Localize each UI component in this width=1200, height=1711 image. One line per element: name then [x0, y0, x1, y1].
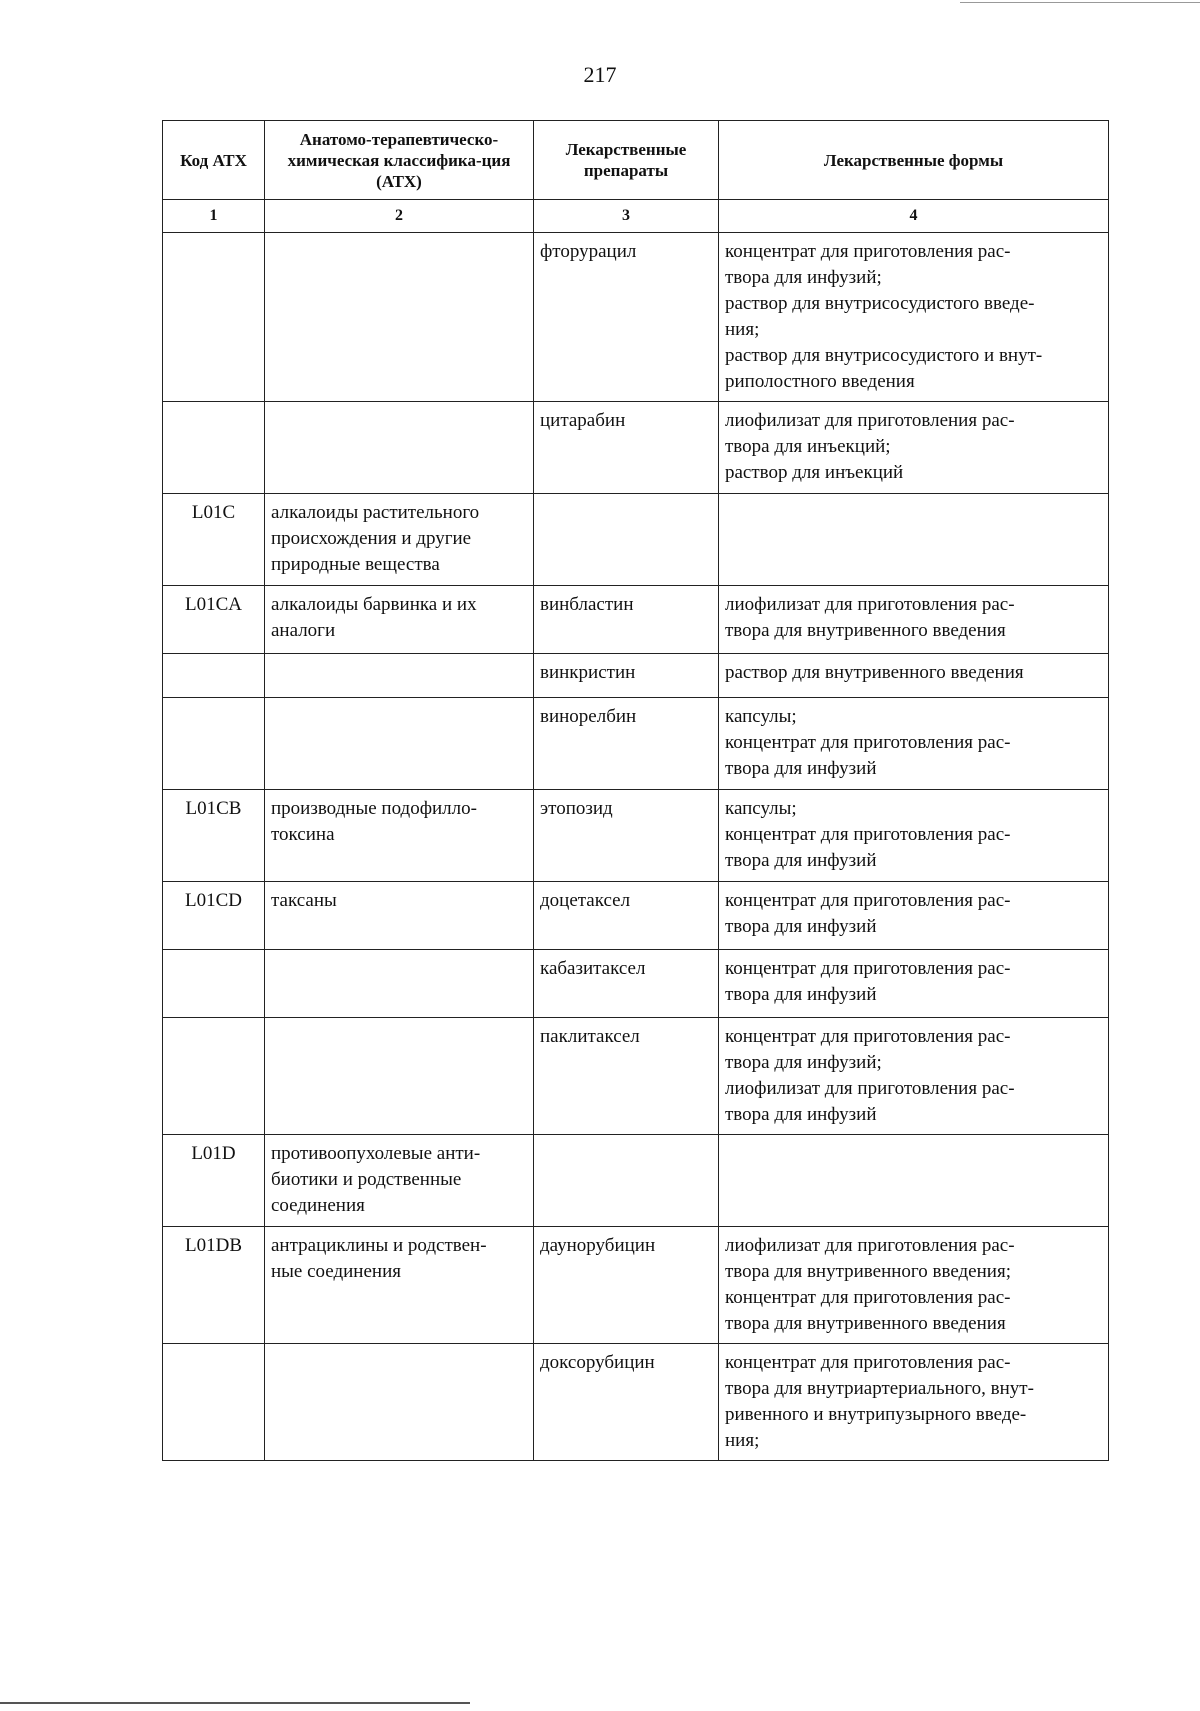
dosage-form-line: твора для инфузий — [725, 984, 877, 1005]
header-code: Код АТХ — [163, 121, 265, 200]
table-row — [163, 882, 1109, 950]
dosage-form-line: твора для внутривенного введения; — [725, 1261, 1011, 1282]
dosage-form-line: риполостного введения — [725, 371, 915, 392]
scan-edge-top — [960, 2, 1200, 3]
atc-classification-cell — [265, 494, 534, 586]
drug-name-cell: винбластин — [534, 586, 719, 654]
dosage-form-line: концентрат для приготовления рас- — [725, 1352, 1011, 1373]
classification-line: производные подофилло- — [271, 798, 477, 819]
dosage-forms-cell — [719, 233, 1109, 402]
dosage-form-line: лиофилизат для приготовления рас- — [725, 410, 1015, 431]
classification-line: ные соединения — [271, 1261, 401, 1282]
table-row — [163, 586, 1109, 654]
atc-code-cell: L01CA — [163, 586, 265, 654]
dosage-forms-cell — [719, 402, 1109, 494]
atc-classification-cell — [265, 654, 534, 698]
table-row — [163, 233, 1109, 402]
dosage-form-line: ния; — [725, 1430, 760, 1451]
dosage-form-line: концентрат для приготовления рас- — [725, 824, 1011, 845]
dosage-form-line: твора для инфузий — [725, 758, 877, 779]
drug-name-cell: винорелбин — [534, 698, 719, 790]
drug-name-cell: винкристин — [534, 654, 719, 698]
drug-name-cell: доксорубицин — [534, 1344, 719, 1461]
atc-classification-cell — [265, 1135, 534, 1227]
dosage-form-line: твора для инфузий — [725, 1104, 877, 1125]
dosage-form-line: концентрат для приготовления рас- — [725, 890, 1011, 911]
classification-line: таксаны — [271, 890, 337, 911]
atc-code-cell: L01CD — [163, 882, 265, 950]
dosage-forms-cell — [719, 654, 1109, 698]
dosage-form-line: раствор для инъекций — [725, 462, 904, 483]
atc-code-cell: L01C — [163, 494, 265, 586]
dosage-form-line: твора для инфузий; — [725, 1052, 882, 1073]
drug-name-cell: доцетаксел — [534, 882, 719, 950]
classification-line: природные вещества — [271, 554, 440, 575]
table-row — [163, 698, 1109, 790]
header-forms: Лекарственные формы — [719, 121, 1109, 200]
table-row — [163, 654, 1109, 698]
atc-classification-cell — [265, 586, 534, 654]
dosage-forms-cell — [719, 882, 1109, 950]
classification-line: соединения — [271, 1195, 365, 1216]
classification-line: алкалоиды барвинка и их — [271, 594, 477, 615]
atc-classification-cell — [265, 1344, 534, 1461]
dosage-form-line: лиофилизат для приготовления рас- — [725, 1235, 1015, 1256]
table-row — [163, 1018, 1109, 1135]
column-number-1: 1 — [163, 200, 265, 233]
drug-name-cell: этопозид — [534, 790, 719, 882]
dosage-form-line: твора для внутривенного введения — [725, 1313, 1006, 1334]
dosage-form-line: концентрат для приготовления рас- — [725, 732, 1011, 753]
page-number: 217 — [583, 62, 617, 87]
atc-classification-cell — [265, 1227, 534, 1344]
dosage-form-line: твора для инфузий — [725, 916, 877, 937]
atc-classification-cell — [265, 950, 534, 1018]
table-row — [163, 1135, 1109, 1227]
drug-name-cell: кабазитаксел — [534, 950, 719, 1018]
column-number-3: 3 — [534, 200, 719, 233]
atc-drug-table — [162, 120, 1109, 1461]
dosage-form-line: капсулы; — [725, 706, 797, 727]
table-row — [163, 494, 1109, 586]
table-row — [163, 1344, 1109, 1461]
dosage-forms-cell — [719, 790, 1109, 882]
column-number-row — [163, 200, 1109, 233]
classification-line: противоопухолевые анти- — [271, 1143, 481, 1164]
dosage-form-line: раствор для внутрисосудистого введе- — [725, 293, 1035, 314]
header-row — [163, 121, 1109, 200]
atc-classification-cell — [265, 790, 534, 882]
atc-classification-cell — [265, 882, 534, 950]
atc-classification-cell — [265, 233, 534, 402]
dosage-form-line: раствор для внутривенного введения — [725, 662, 1024, 683]
dosage-form-line: концентрат для приготовления рас- — [725, 958, 1011, 979]
atc-code-cell — [163, 402, 265, 494]
dosage-form-line: твора для инфузий; — [725, 267, 882, 288]
dosage-form-line: концентрат для приготовления рас- — [725, 241, 1011, 262]
table-row — [163, 1227, 1109, 1344]
atc-classification-cell — [265, 1018, 534, 1135]
dosage-forms-cell — [719, 950, 1109, 1018]
atc-classification-cell — [265, 402, 534, 494]
drug-name-cell — [534, 494, 719, 586]
table-row — [163, 950, 1109, 1018]
atc-code-cell: L01D — [163, 1135, 265, 1227]
table-row — [163, 402, 1109, 494]
drug-name-cell: цитарабин — [534, 402, 719, 494]
drug-name-cell: даунорубицин — [534, 1227, 719, 1344]
drug-name-cell — [534, 1135, 719, 1227]
dosage-form-line: концентрат для приготовления рас- — [725, 1287, 1011, 1308]
atc-classification-cell — [265, 698, 534, 790]
column-number-4: 4 — [719, 200, 1109, 233]
dosage-forms-cell — [719, 1344, 1109, 1461]
atc-code-cell — [163, 950, 265, 1018]
column-number-2: 2 — [265, 200, 534, 233]
drug-name-cell: паклитаксел — [534, 1018, 719, 1135]
atc-code-cell — [163, 698, 265, 790]
classification-line: аналоги — [271, 620, 336, 641]
atc-code-cell — [163, 233, 265, 402]
dosage-form-line: твора для внутривенного введения — [725, 620, 1006, 641]
dosage-form-line: капсулы; — [725, 798, 797, 819]
dosage-forms-cell — [719, 1135, 1109, 1227]
dosage-form-line: твора для инъекций; — [725, 436, 891, 457]
classification-line: биотики и родственные — [271, 1169, 462, 1190]
atc-code-cell — [163, 654, 265, 698]
dosage-forms-cell — [719, 586, 1109, 654]
dosage-form-line: твора для внутриартериального, внут- — [725, 1378, 1034, 1399]
header-drugs: Лекарственные препараты — [534, 121, 719, 200]
classification-line: антрациклины и родствен- — [271, 1235, 487, 1256]
dosage-forms-cell — [719, 494, 1109, 586]
classification-line: происхождения и другие — [271, 528, 472, 549]
dosage-form-line: ривенного и внутрипузырного введе- — [725, 1404, 1027, 1425]
table-row — [163, 790, 1109, 882]
atc-code-cell: L01CB — [163, 790, 265, 882]
dosage-form-line: ния; — [725, 319, 760, 340]
atc-code-cell — [163, 1344, 265, 1461]
dosage-forms-cell — [719, 1018, 1109, 1135]
scan-edge-line — [0, 1702, 470, 1704]
dosage-form-line: лиофилизат для приготовления рас- — [725, 594, 1015, 615]
classification-line: алкалоиды растительного — [271, 502, 480, 523]
dosage-form-line: раствор для внутрисосудистого и внут- — [725, 345, 1043, 366]
classification-line: токсина — [271, 824, 335, 845]
dosage-form-line: твора для инфузий — [725, 850, 877, 871]
dosage-forms-cell — [719, 698, 1109, 790]
drug-name-cell: фторурацил — [534, 233, 719, 402]
atc-code-cell — [163, 1018, 265, 1135]
header-classification: Анатомо-терапевтическо-химическая классифика-ция (АТХ) — [265, 121, 534, 200]
atc-code-cell: L01DB — [163, 1227, 265, 1344]
dosage-forms-cell — [719, 1227, 1109, 1344]
dosage-form-line: лиофилизат для приготовления рас- — [725, 1078, 1015, 1099]
dosage-form-line: концентрат для приготовления рас- — [725, 1026, 1011, 1047]
